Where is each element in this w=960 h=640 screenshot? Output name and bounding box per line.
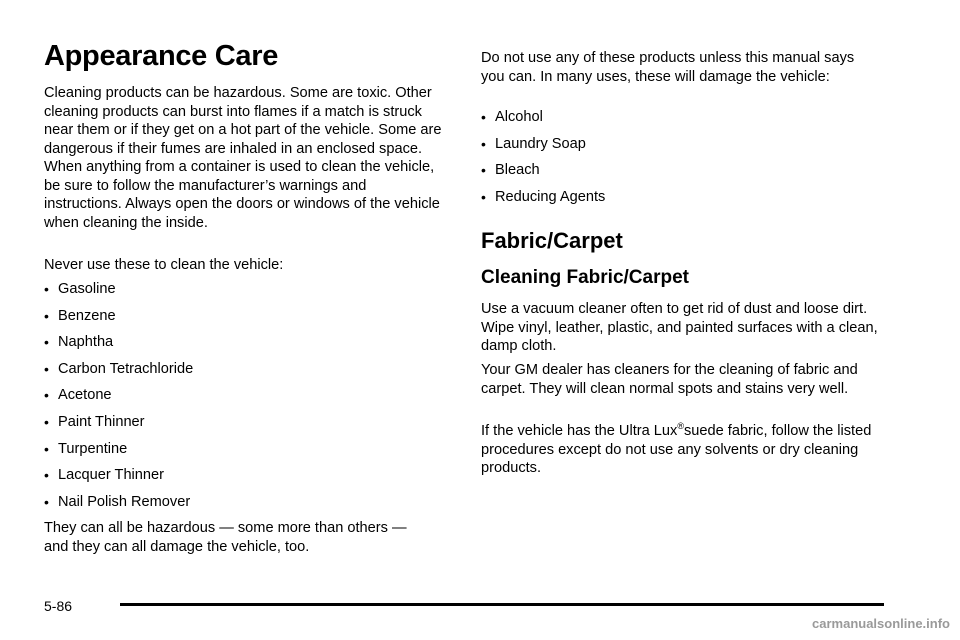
list-item: • Nail Polish Remover bbox=[44, 493, 191, 510]
list-item: • Reducing Agents bbox=[481, 188, 606, 205]
damaging-products-list bbox=[481, 108, 605, 214]
list-item: • Alcohol bbox=[481, 109, 543, 125]
bullet-icon: • bbox=[44, 281, 49, 297]
section-title: Fabric/Carpet bbox=[481, 228, 623, 253]
watermark: carmanualsonline.info bbox=[812, 616, 950, 631]
subsection-title: Cleaning Fabric/Carpet bbox=[481, 267, 689, 288]
page-title: Appearance Care bbox=[44, 40, 279, 72]
list-item: • Bleach bbox=[481, 162, 540, 179]
closing-paragraph: They can all be hazardous — some more than others — and they can all damage the vehicle, too. bbox=[44, 520, 407, 555]
bullet-icon: • bbox=[44, 307, 49, 324]
bullet-icon: • bbox=[44, 440, 49, 457]
list-item: • Gasoline bbox=[44, 281, 116, 297]
intro-paragraph: Cleaning products can be hazardous. Some are toxic. Other cleaning products can burst into flames if a match is struck near them or if they get on a hot part of the vehicle. Some are dangerous if their fumes are inhaled in an enclosed space. When anything from a container is used to clean the vehicle, be sure to follow the manufacturer’s warnings and instructions. Always open the doors or windows of the vehicle when cleaning the inside. bbox=[44, 85, 442, 231]
bullet-icon: • bbox=[481, 135, 486, 152]
list-item: • Acetone bbox=[44, 387, 112, 404]
bullet-icon: • bbox=[44, 334, 49, 351]
bullet-icon: • bbox=[481, 109, 486, 125]
fabric-paragraph-2: Your GM dealer has cleaners for the cleaning of fabric and carpet. They will clean normal spots and stains very well. bbox=[481, 362, 858, 397]
list-item: • Benzene bbox=[44, 307, 116, 324]
bullet-icon: • bbox=[481, 162, 486, 179]
footer-rule bbox=[120, 603, 884, 606]
hazard-list bbox=[44, 280, 193, 519]
products-warning-paragraph: Do not use any of these products unless this manual says you can. In many uses, these will damage the vehicle: bbox=[481, 50, 855, 85]
list-item: • Laundry Soap bbox=[481, 135, 586, 152]
list-item: • Carbon Tetrachloride bbox=[44, 360, 194, 377]
never-use-paragraph: Never use these to clean the vehicle: bbox=[44, 257, 284, 273]
list-item: • Naphtha bbox=[44, 334, 114, 351]
registered-mark: ® bbox=[677, 421, 684, 432]
fabric-paragraph-1: Use a vacuum cleaner often to get rid of dust and loose dirt. Wipe vinyl, leather, plastic, and painted surfaces with a clean, damp cloth. bbox=[481, 301, 878, 354]
bullet-icon: • bbox=[44, 360, 49, 377]
fabric-paragraph-3: If the vehicle has the Ultra Lux®suede fabric, follow the listed procedures except do not use any solvents or dry cleaning products. bbox=[481, 421, 872, 476]
bullet-icon: • bbox=[44, 413, 49, 430]
bullet-icon: • bbox=[44, 467, 49, 484]
list-item: • Paint Thinner bbox=[44, 413, 145, 430]
page-number: 5-86 bbox=[44, 598, 73, 614]
bullet-icon: • bbox=[44, 493, 49, 510]
bullet-icon: • bbox=[44, 387, 49, 404]
list-item: • Turpentine bbox=[44, 440, 128, 457]
list-item: • Lacquer Thinner bbox=[44, 467, 165, 484]
bullet-icon: • bbox=[481, 188, 486, 205]
